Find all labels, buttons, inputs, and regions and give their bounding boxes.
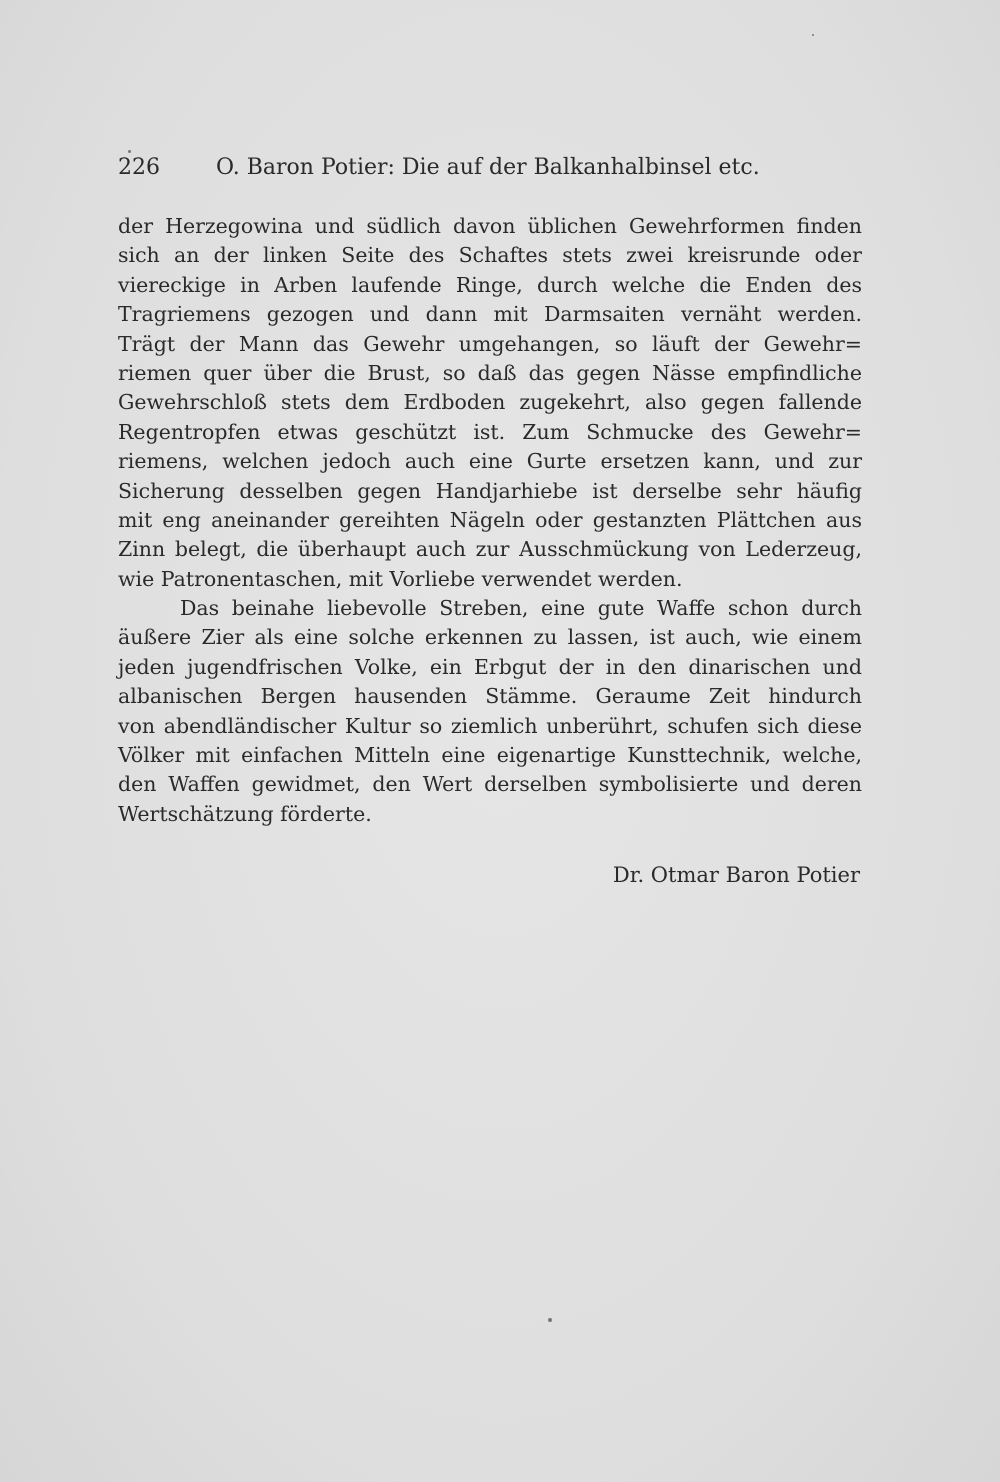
text-line: riemens, welchen jedoch auch eine Gurte ersetzen kann, und zur [118, 449, 862, 474]
text-line: Regentropfen etwas geschützt ist. Zum Schmucke des Gewehr= [118, 419, 862, 444]
body-text [118, 212, 862, 829]
text-line: Trägt der Mann das Gewehr umgehangen, so läuft der Gewehr= [118, 331, 862, 356]
text-line: viereckige in Arben laufende Ringe, durch welche die Enden des [118, 272, 862, 297]
text-line: jeden jugendfrischen Volke, ein Erbgut der in den dinarischen und [118, 654, 862, 679]
text-line: äußere Zier als eine solche erkennen zu lassen, ist auch, wie einem [118, 625, 862, 650]
print-speck [128, 150, 131, 153]
text-line: Völker mit einfachen Mitteln eine eigenartige Kunsttechnik, welche, [118, 743, 862, 768]
text-line: Zinn belegt, die überhaupt auch zur Ausschmückung von Lederzeug, [118, 537, 862, 562]
page-number: 226 [118, 155, 160, 180]
running-title: O. Baron Potier: Die auf der Balkanhalbinsel etc. [216, 155, 760, 180]
text-line: Sicherung desselben gegen Handjarhiebe ist derselbe sehr häufig [118, 478, 862, 503]
text-line: von abendländischer Kultur so ziemlich unberührt, schufen sich diese [118, 713, 862, 738]
running-head [118, 152, 778, 184]
text-line: mit eng aneinander gereihten Nägeln oder gestanzten Plättchen aus [118, 507, 862, 532]
print-speck [812, 34, 814, 36]
author-signature: Dr. Otmar Baron Potier [612, 863, 860, 887]
text-line: der Herzegowina und südlich davon üblichen Gewehrformen finden [118, 214, 862, 238]
print-speck [548, 1318, 552, 1322]
text-line: Gewehrschloß stets dem Erdboden zugekehrt, also gegen fallende [118, 390, 862, 415]
text-line: sich an der linken Seite des Schaftes stets zwei kreisrunde oder [118, 243, 862, 268]
text-line: den Waffen gewidmet, den Wert derselben symbolisierte und deren [118, 772, 862, 797]
paragraph-start-line: Das beinahe liebevolle Streben, eine gute Waffe schon durch [180, 596, 862, 621]
text-line: riemen quer über die Brust, so daß das gegen Nässe empfindliche [118, 360, 862, 385]
text-line: albanischen Bergen hausenden Stämme. Geraume Zeit hindurch [118, 684, 862, 709]
paragraph-end-line: wie Patronentaschen, mit Vorliebe verwendet werden. [118, 566, 683, 591]
paragraph-end-line: Wertschätzung förderte. [118, 801, 372, 826]
text-line: Tragriemens gezogen und dann mit Darmsaiten vernäht werden. [118, 302, 862, 327]
